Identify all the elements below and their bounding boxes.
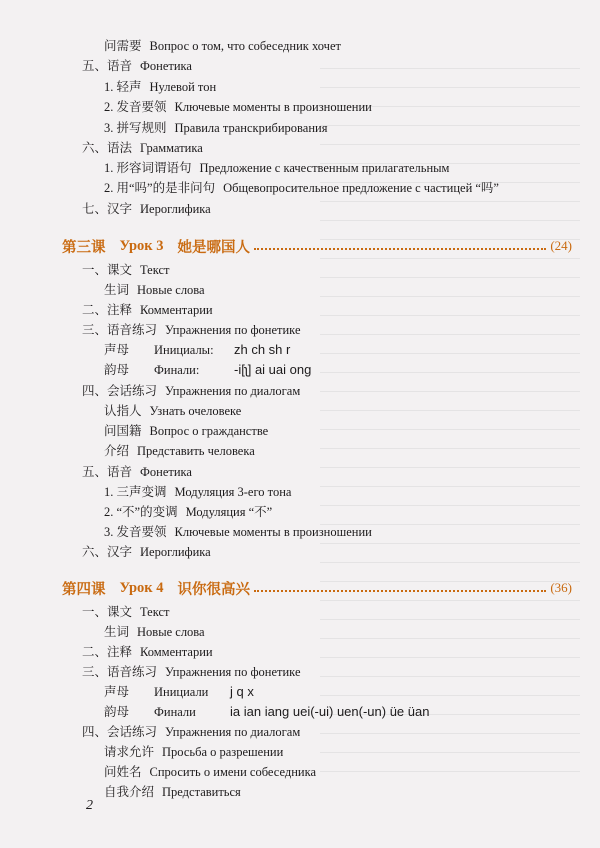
toc-line: 2. 发音要领 Ключевые моменты в произношении: [104, 100, 372, 114]
toc-line: 五、语音 Фонетика: [82, 59, 192, 73]
pinyin-list: j q x: [230, 684, 254, 699]
toc-line: 二、注释 Комментарии: [82, 645, 213, 659]
toc-line: 1. 三声变调 Модуляция 3-его тона: [104, 485, 292, 499]
toc-line: 三、语音练习 Упражнения по фонетике: [82, 665, 301, 679]
toc-line: 介绍 Представить человека: [104, 444, 255, 458]
pinyin-list: ia ian iang uei(-ui) uen(-un) üe üan: [230, 704, 430, 719]
leader-dots: [254, 588, 546, 592]
toc-line: 生词 Новые слова: [104, 283, 205, 297]
toc-line: 3. 发音要领 Ключевые моменты в произношении: [104, 525, 372, 539]
lesson-number-ru: Урок 4: [119, 579, 164, 596]
toc-line: 四、会话练习 Упражнения по диалогам: [82, 384, 301, 398]
leader-dots: [254, 246, 546, 250]
toc-line: 认指人 Узнать очеловеке: [104, 404, 242, 418]
toc-line: 问国籍 Вопрос о гражданстве: [104, 424, 269, 438]
toc-line: 韵母 Финали: -i[ʅ] ai uai ong: [104, 362, 312, 377]
toc-line: 声母 Инициали j q x: [104, 684, 254, 699]
lesson-4-heading[interactable]: [62, 578, 572, 598]
toc-line: 自我介绍 Представиться: [104, 785, 241, 799]
page-reference: (24): [550, 238, 572, 253]
toc-line: 问姓名 Спросить о имени собеседника: [104, 765, 317, 779]
toc-line: 七、汉字 Иероглифика: [82, 202, 211, 216]
toc-line: 3. 拼写规则 Правила транскрибирования: [104, 121, 328, 135]
toc-line: 五、语音 Фонетика: [82, 465, 192, 479]
toc-line: 六、语法 Грамматика: [82, 141, 203, 155]
toc-line: 声母 Инициалы: zh ch sh r: [104, 342, 291, 357]
toc-line: 1. 轻声 Нулевой тон: [104, 80, 217, 94]
lesson-3-heading[interactable]: [62, 236, 572, 256]
toc-line: 问需要 Вопрос о том, что собеседник хочет: [104, 39, 341, 53]
toc-line: 四、会话练习 Упражнения по диалогам: [82, 725, 301, 739]
toc-line: 1. 形容词谓语句 Предложение с качественным прилагательным: [104, 161, 450, 175]
toc-line: 请求允许 Просьба о разрешении: [104, 745, 284, 759]
toc-line: 六、汉字 Иероглифика: [82, 545, 211, 559]
toc-line: 2. 用“吗”的是非问句 Общевопросительное предложение с частицей “吗”: [104, 181, 499, 195]
lesson-number-zh: 第三课: [62, 239, 106, 256]
page-reference: (36): [550, 580, 572, 595]
toc-line: 韵母 Финали ia ian iang uei(-ui) uen(-un) üe üan: [104, 704, 430, 719]
lesson-title: 她是哪国人: [177, 239, 250, 256]
toc-line: 一、课文 Текст: [82, 263, 170, 277]
page-number: 2: [86, 798, 93, 813]
lesson-title: 识你很高兴: [177, 581, 250, 598]
toc-line: 三、语音练习 Упражнения по фонетике: [82, 323, 301, 337]
toc-line: 2. “不”的变调 Модуляция “不”: [104, 505, 273, 519]
toc-line: 一、课文 Текст: [82, 605, 170, 619]
pinyin-list: -i[ʅ] ai uai ong: [234, 362, 312, 377]
lesson-number-ru: Урок 3: [119, 237, 164, 254]
toc-line: 生词 Новые слова: [104, 625, 205, 639]
lesson-number-zh: 第四课: [62, 581, 106, 598]
toc-line: 二、注释 Комментарии: [82, 303, 213, 317]
pinyin-list: zh ch sh r: [234, 342, 291, 357]
